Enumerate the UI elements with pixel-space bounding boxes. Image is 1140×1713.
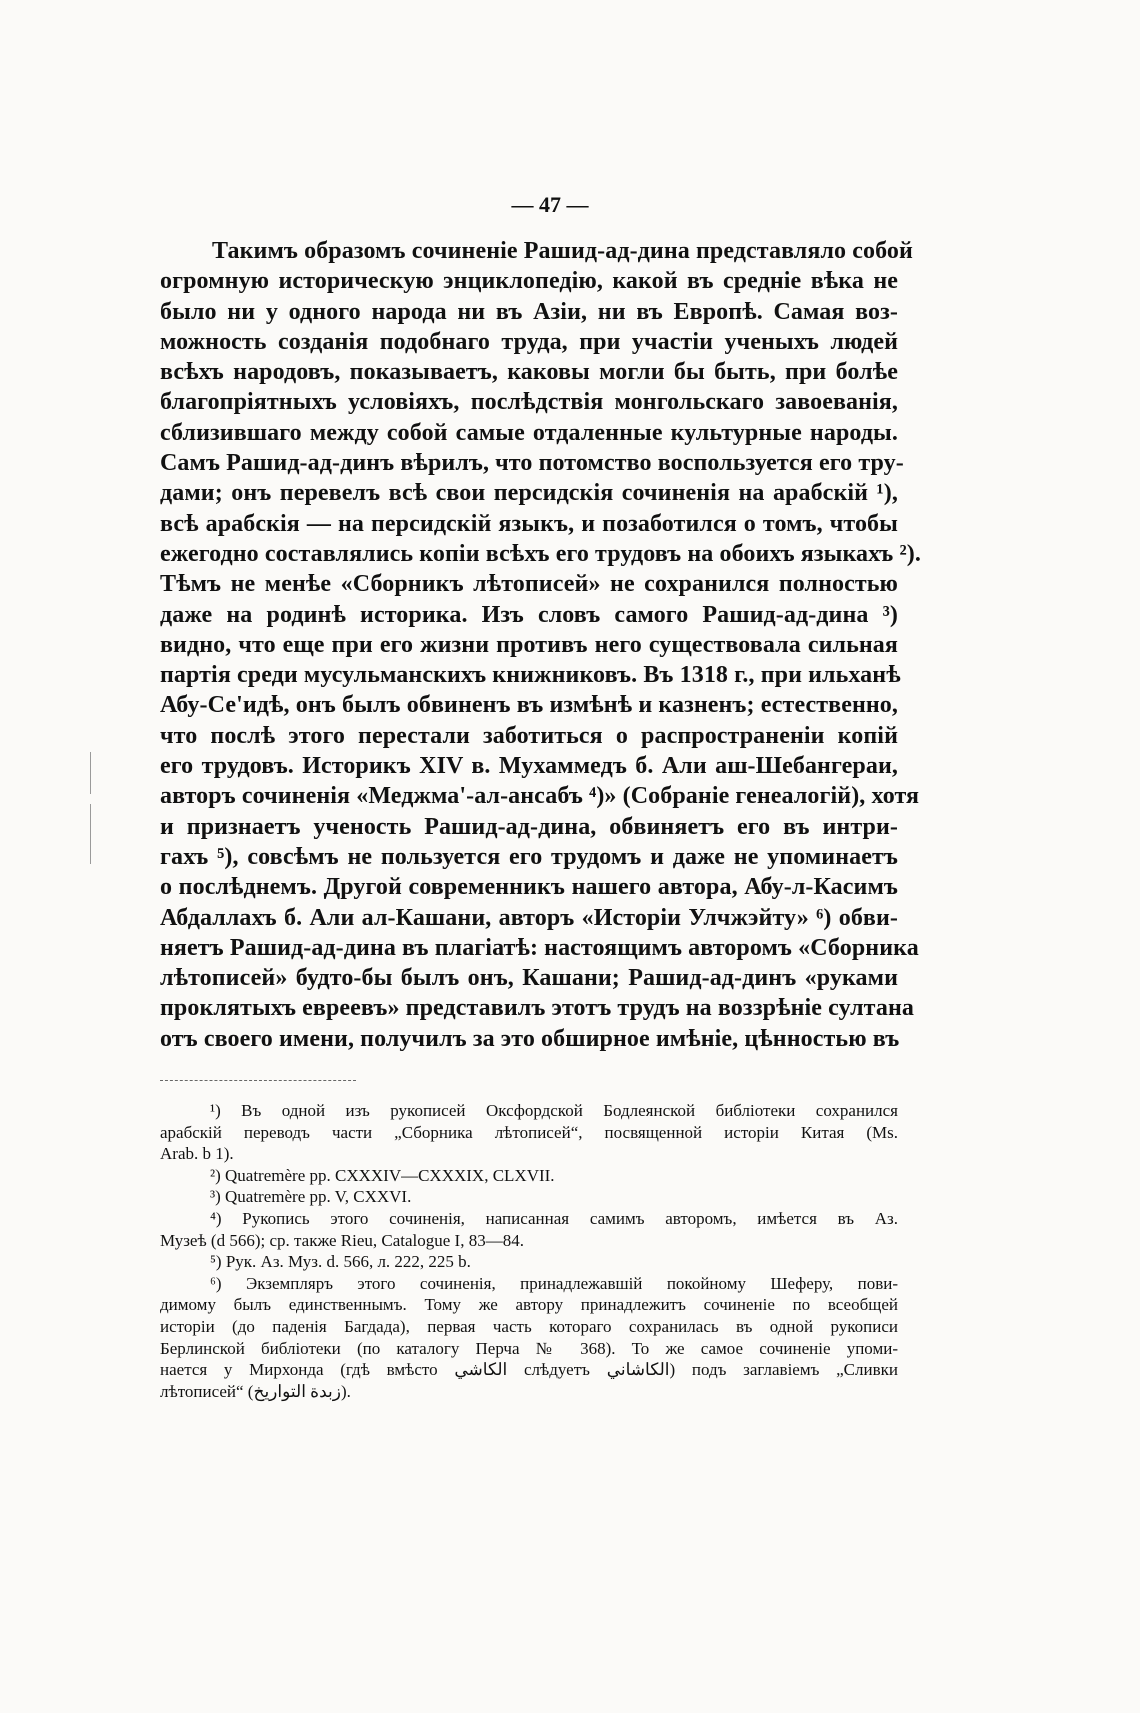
footnote-line: ¹) Въ одной изъ рукописей Оксфордской Бодлеянской библіотеки сохранился: [210, 1101, 898, 1120]
text-line: даже на родинѣ историка. Изъ словъ самого Рашид-ад-дина ³): [160, 601, 898, 628]
text-line: было ни у одного народа ни въ Азіи, ни въ Европѣ. Самая воз-: [160, 298, 898, 325]
text-line: гахъ ⁵), совсѣмъ не пользуется его трудомъ и даже не упоминаетъ: [160, 843, 898, 870]
text-line: Такимъ образомъ сочиненіе Рашид-ад-дина представляло собой: [212, 238, 913, 264]
footnote-separator: [160, 1080, 356, 1081]
text-line: о послѣднемъ. Другой современникъ нашего автора, Абу-л-Касимъ: [160, 874, 898, 901]
text-line: дами; онъ перевелъ всѣ свои персидскія сочиненія на арабскій ¹),: [160, 480, 898, 507]
page-number: — 47 —: [511, 192, 589, 217]
text-line: проклятыхъ евреевъ» представилъ этотъ трудъ на воззрѣніе султана: [160, 995, 914, 1022]
text-line: можность созданія подобнаго труда, при участіи ученыхъ людей: [160, 328, 898, 355]
main-text: [160, 236, 921, 1054]
text-line: и признаетъ ученость Рашид-ад-дина, обвиняетъ его въ интри-: [160, 813, 898, 840]
text-line: сблизившаго между собой самые отдаленные культурные народы.: [160, 419, 898, 446]
margin-mark: [90, 804, 91, 864]
footnote-line: ⁵) Рук. Аз. Муз. d. 566, л. 222, 225 b.: [210, 1252, 471, 1272]
text-line: партія среди мусульманскихъ книжниковъ. Въ 1318 г., при ильханѣ: [160, 662, 901, 689]
footnote-line: ³) Quatremère pp. V, CXXVI.: [210, 1187, 412, 1207]
footnote-line: нается у Мирхонда (гдѣ вмѣсто الكاشي слѣдуетъ الكاشاني) подъ заглавіемъ „Сливки: [160, 1360, 898, 1380]
text-line: Абу-Се'идѣ, онъ былъ обвиненъ въ измѣнѣ и казненъ; естественно,: [160, 692, 898, 719]
text-line: всѣ арабскія — на персидскій языкъ, и позаботился о томъ, чтобы: [160, 510, 898, 537]
footnote-line: ⁶) Экземпляръ этого сочиненія, принадлежавшій покойному Шеферу, пови-: [210, 1273, 898, 1293]
text-line: Самъ Рашид-ад-динъ вѣрилъ, что потомство воспользуется его тру-: [160, 450, 904, 477]
footnote-line: димому былъ единственнымъ. Тому же автору принадлежитъ сочиненіе по всеобщей: [160, 1295, 898, 1315]
text-line: благопріятныхъ условіяхъ, послѣдствія монгольскаго завоеванія,: [160, 389, 898, 416]
text-line: видно, что еще при его жизни противъ него существовала сильная: [160, 631, 898, 658]
footnote-line: лѣтописей“ (زبدة التواريخ).: [160, 1381, 351, 1401]
text-line: Абдаллахъ б. Али ал-Кашани, авторъ «Исторіи Улчжэйту» ⁶) обви-: [160, 904, 898, 931]
text-line: ежегодно составлялись копіи всѣхъ его трудовъ на обоихъ языкахъ ²).: [160, 540, 921, 567]
footnote-line: Берлинской библіотеки (по каталогу Перча № 368). То же самое сочиненіе упоми-: [160, 1338, 898, 1358]
text-line: няетъ Рашид-ад-дина въ плагіатѣ: настоящимъ авторомъ «Сборника: [160, 934, 919, 961]
footnotes: [160, 1100, 898, 1402]
footnote-line: Arab. b 1).: [160, 1144, 234, 1164]
text-line: его трудовъ. Историкъ XIV в. Мухаммедъ б. Али аш-Шебангераи,: [160, 753, 898, 780]
text-line: Тѣмъ не менѣе «Сборникъ лѣтописей» не сохранился полностью: [160, 571, 898, 598]
footnote-line: Музеѣ (d 566); ср. также Rieu, Catalogue I, 83—84.: [160, 1230, 524, 1250]
text-line: что послѣ этого перестали заботиться о распространеніи копій: [160, 722, 898, 749]
footnote-line: ²) Quatremère pp. CXXXIV—CXXXIX, CLXVII.: [210, 1165, 555, 1185]
text-line: лѣтописей» будто-бы былъ онъ, Кашани; Рашид-ад-динъ «руками: [160, 965, 898, 992]
margin-mark: [90, 752, 91, 794]
footnote-line: исторіи (до паденія Багдада), первая часть котораго сохранилась въ одной рукописи: [160, 1316, 898, 1336]
text-line: отъ своего имени, получилъ за это обширное имѣніе, цѣнностью въ: [160, 1025, 900, 1052]
footnote-line: арабскій переводъ части „Сборника лѣтописей“, посвященной исторіи Китая (Ms.: [160, 1122, 898, 1142]
text-line: огромную историческую энциклопедію, какой въ средніе вѣка не: [160, 268, 898, 295]
text-line: авторъ сочиненія «Меджма'-ал-ансабъ ⁴)» (Собраніе генеалогій), хотя: [160, 783, 920, 810]
footnote-line: ⁴) Рукопись этого сочиненія, написанная самимъ авторомъ, имѣется въ Аз.: [210, 1208, 898, 1228]
text-line: всѣхъ народовъ, показываетъ, каковы могли бы быть, при болѣе: [160, 359, 898, 386]
